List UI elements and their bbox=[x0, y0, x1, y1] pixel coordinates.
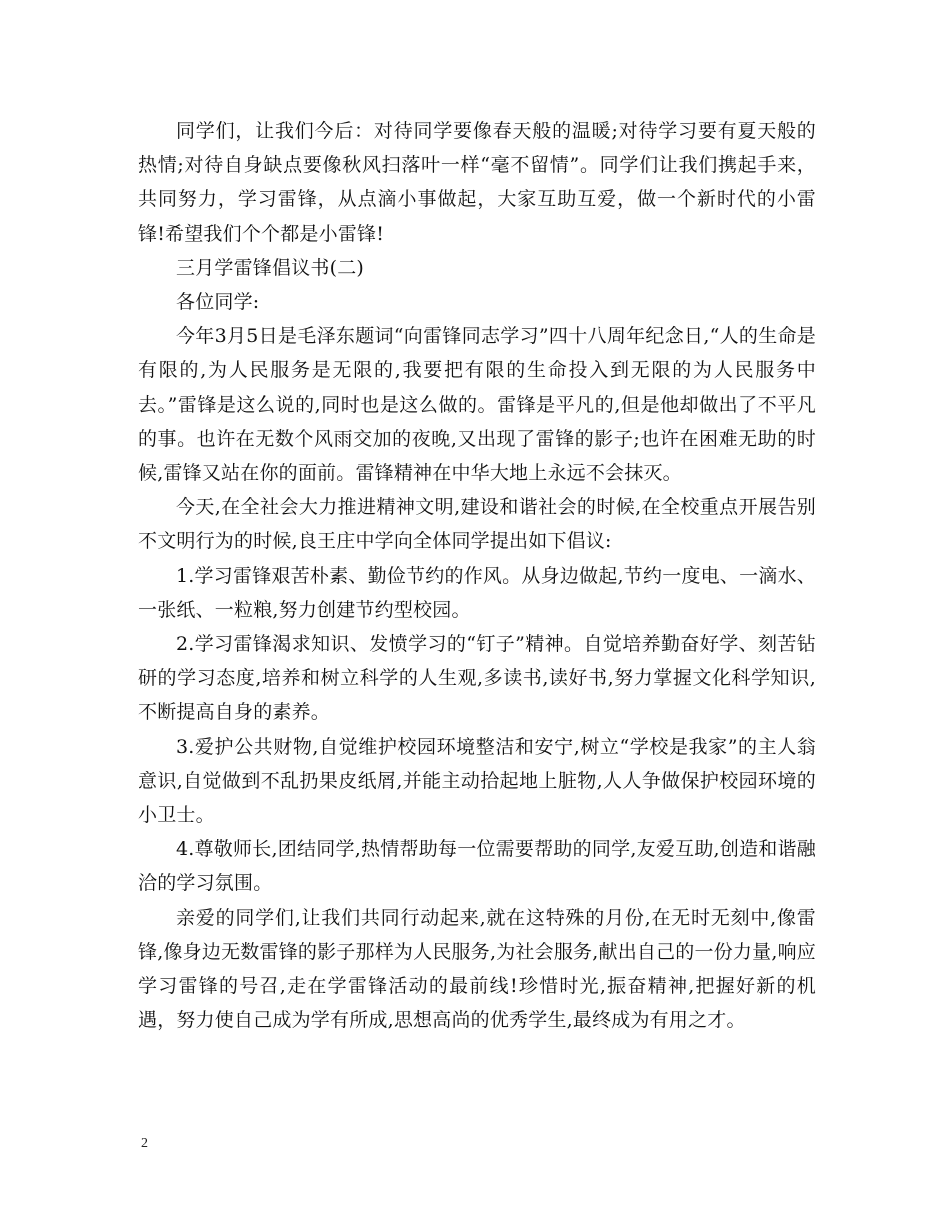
document-body bbox=[138, 114, 816, 1037]
section-title: 三月学雷锋倡议书(二) bbox=[176, 256, 365, 279]
paragraph-proposal-intro: 今天,在全社会大力推进精神文明,建设和谐社会的时候,在全校重点开展告别不文明行为的时候,良王庄中学向全体同学提出如下倡议: bbox=[138, 496, 816, 553]
proposal-item-3: 3.爱护公共财物,自觉维护校园环境整洁和安宁,树立“学校是我家”的主人翁意识,自觉做到不乱扔果皮纸屑,并能主动拾起地上脏物,人人争做保护校园环境的小卫士。 bbox=[138, 735, 816, 827]
paragraph-conclusion: 亲爱的同学们,让我们共同行动起来,就在这特殊的月份,在无时无刻中,像雷锋,像身边无数雷锋的影子那样为人民服务,为社会服务,献出自己的一份力量,响应学习雷锋的号召,走在学雷锋活动的最前线!珍惜时光,振奋精神,把握好新的机遇，努力使自己成为学有所成,思想高尚的优秀学生,最终成为有用之才。 bbox=[138, 906, 816, 1032]
paragraph-closing-appeal: 同学们，让我们今后：对待同学要像春天般的温暖;对待学习要有夏天般的热情;对待自身缺点要像秋风扫落叶一样“毫不留情”。同学们让我们携起手来，共同努力，学习雷锋，从点滴小事做起，大家互助互爱，做一个新时代的小雷锋!希望我们个个都是小雷锋! bbox=[138, 120, 816, 245]
salutation: 各位同学: bbox=[176, 291, 260, 314]
paragraph-introduction: 今年3月5日是毛泽东题词“向雷锋同志学习”四十八周年纪念日,“人的生命是有限的,为人民服务是无限的,我要把有限的生命投入到无限的为人民服务中去。”雷锋是这么说的,同时也是这么做的。雷锋是平凡的,但是他却做出了不平凡的事。也许在无数个风雨交加的夜晚,又出现了雷锋的影子;也许在困难无助的时候,雷锋又站在你的面前。雷锋精神在中华大地上永远不会抹灭。 bbox=[138, 325, 816, 485]
proposal-item-1: 1.学习雷锋艰苦朴素、勤俭节约的作风。从身边做起,节约一度电、一滴水、一张纸、一粒粮,努力创建节约型校园。 bbox=[138, 564, 816, 621]
proposal-item-4: 4.尊敬师长,团结同学,热情帮助每一位需要帮助的同学,友爱互助,创造和谐融洽的学习氛围。 bbox=[138, 838, 816, 895]
page-number: 2 bbox=[141, 1136, 148, 1151]
proposal-item-2: 2.学习雷锋渴求知识、发愤学习的“钉子”精神。自觉培养勤奋好学、刻苦钻研的学习态度,培养和树立科学的人生观,多读书,读好书,努力掌握文化科学知识,不断提高自身的素养。 bbox=[138, 633, 816, 724]
